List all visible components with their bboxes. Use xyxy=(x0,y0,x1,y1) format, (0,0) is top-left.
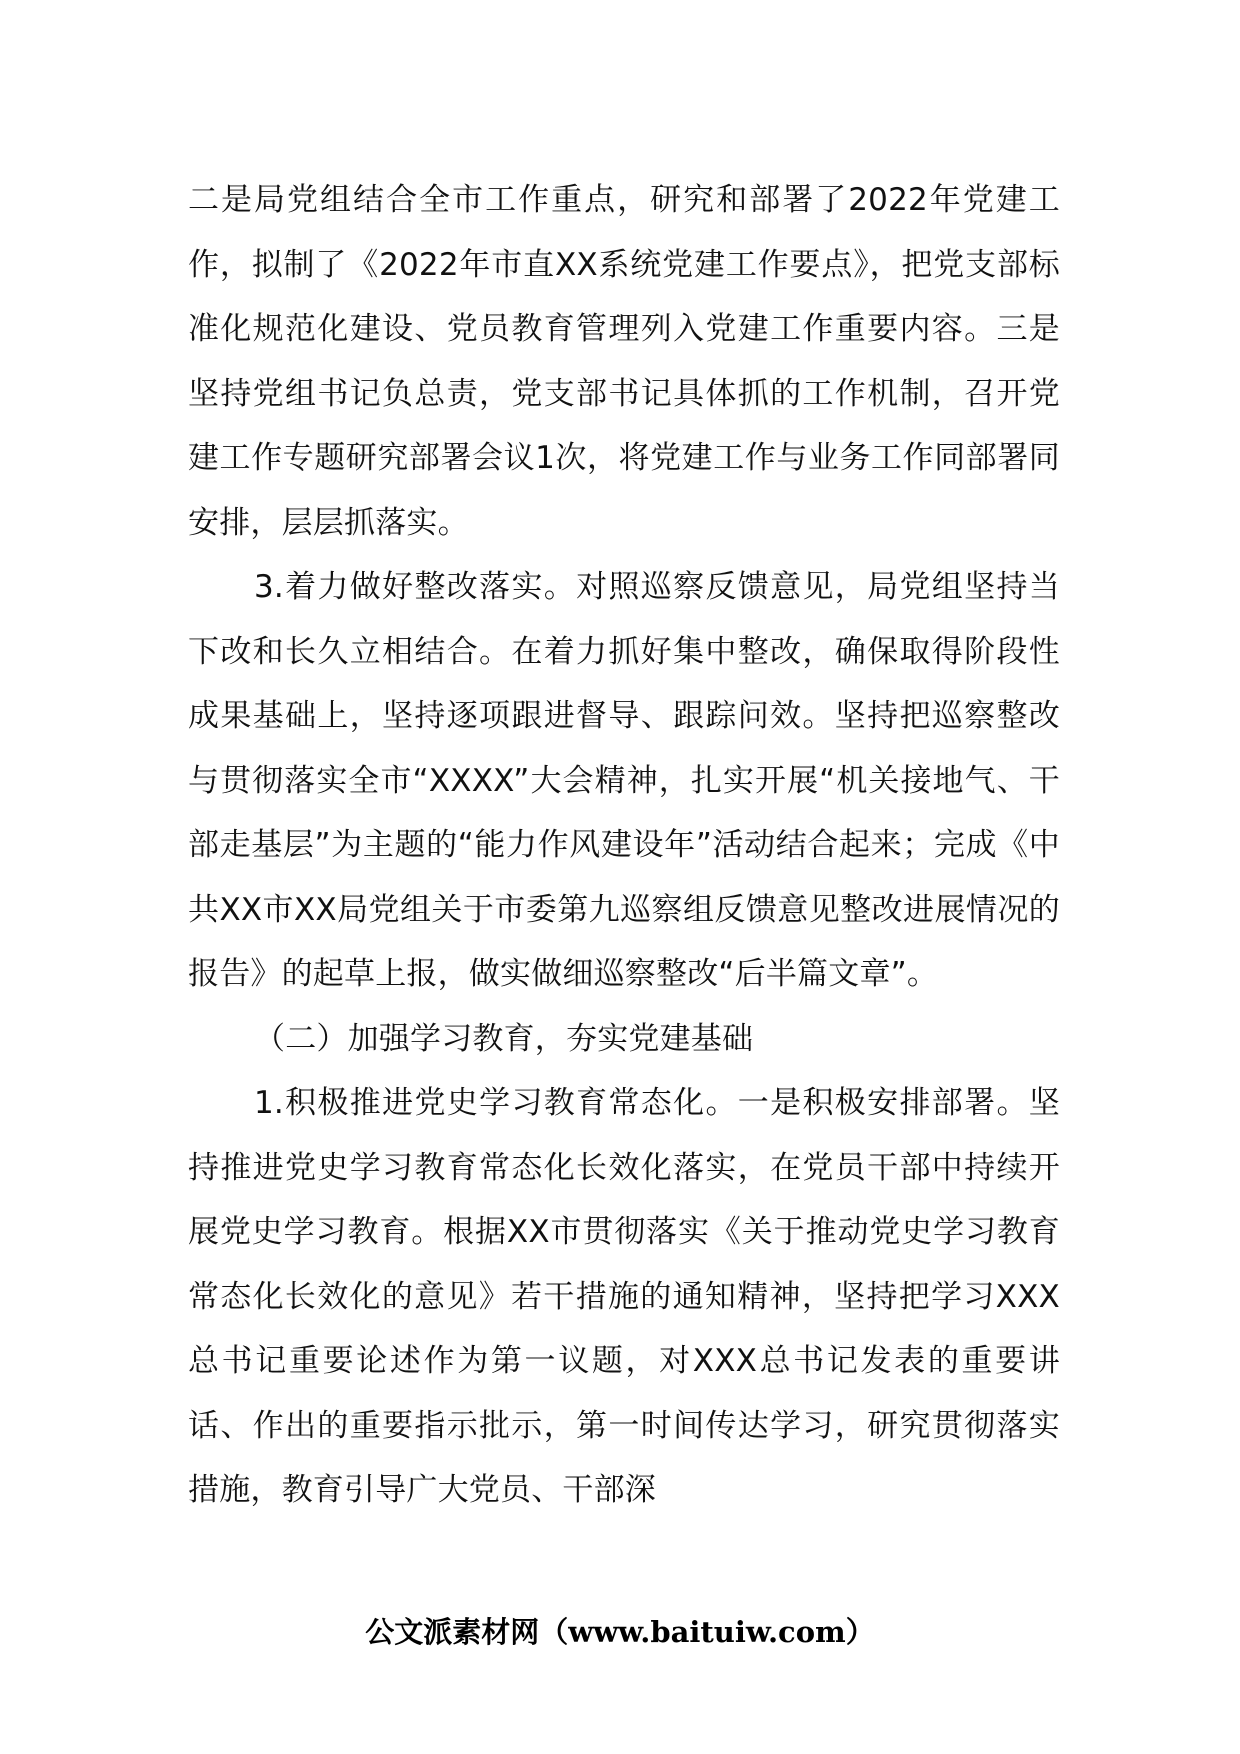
section-heading-study-education: （二）加强学习教育，夯实党建基础 xyxy=(254,1020,754,1057)
footer-watermark: 公文派素材网（www.baituiw.com） xyxy=(365,1615,875,1649)
document-body xyxy=(188,168,1060,1523)
paragraph-rectification: 3.着力做好整改落实。对照巡察反馈意见，局党组坚持当下改和长久立相结合。在着力抓好集中整改，确保取得阶段性成果基础上，坚持逐项跟进督导、跟踪问效。坚持把巡察整改与贯彻落实全市“XXXX”大会精神，扎实开展“机关接地气、干部走基层”为主题的“能力作风建设年”活动结合起来；完成《中共XX市XX局党组关于市委第九巡察组反馈意见整改进展情况的报告》的起草上报，做实做细巡察整改“后半篇文章”。 xyxy=(188,569,1060,992)
paragraph-party-history-study: 1.积极推进党史学习教育常态化。一是积极安排部署。坚持推进党史学习教育常态化长效化落实，在党员干部中持续开展党史学习教育。根据XX市贯彻落实《关于推动党史学习教育常态化长效化的意见》若干措施的通知精神，坚持把学习XXX总书记重要论述作为第一议题，对XXX总书记发表的重要讲话、作出的重要指示批示，第一时间传达学习，研究贯彻落实措施，教育引导广大党员、干部深 xyxy=(188,1085,1060,1508)
paragraph-party-building-plan: 二是局党组结合全市工作重点，研究和部署了2022年党建工作，拟制了《2022年市直XX系统党建工作要点》，把党支部标准化规范化建设、党员教育管理列入党建工作重要内容。三是坚持党组书记负总责，党支部书记具体抓的工作机制，召开党建工作专题研究部署会议1次，将党建工作与业务工作同部署同安排，层层抓落实。 xyxy=(188,182,1060,541)
